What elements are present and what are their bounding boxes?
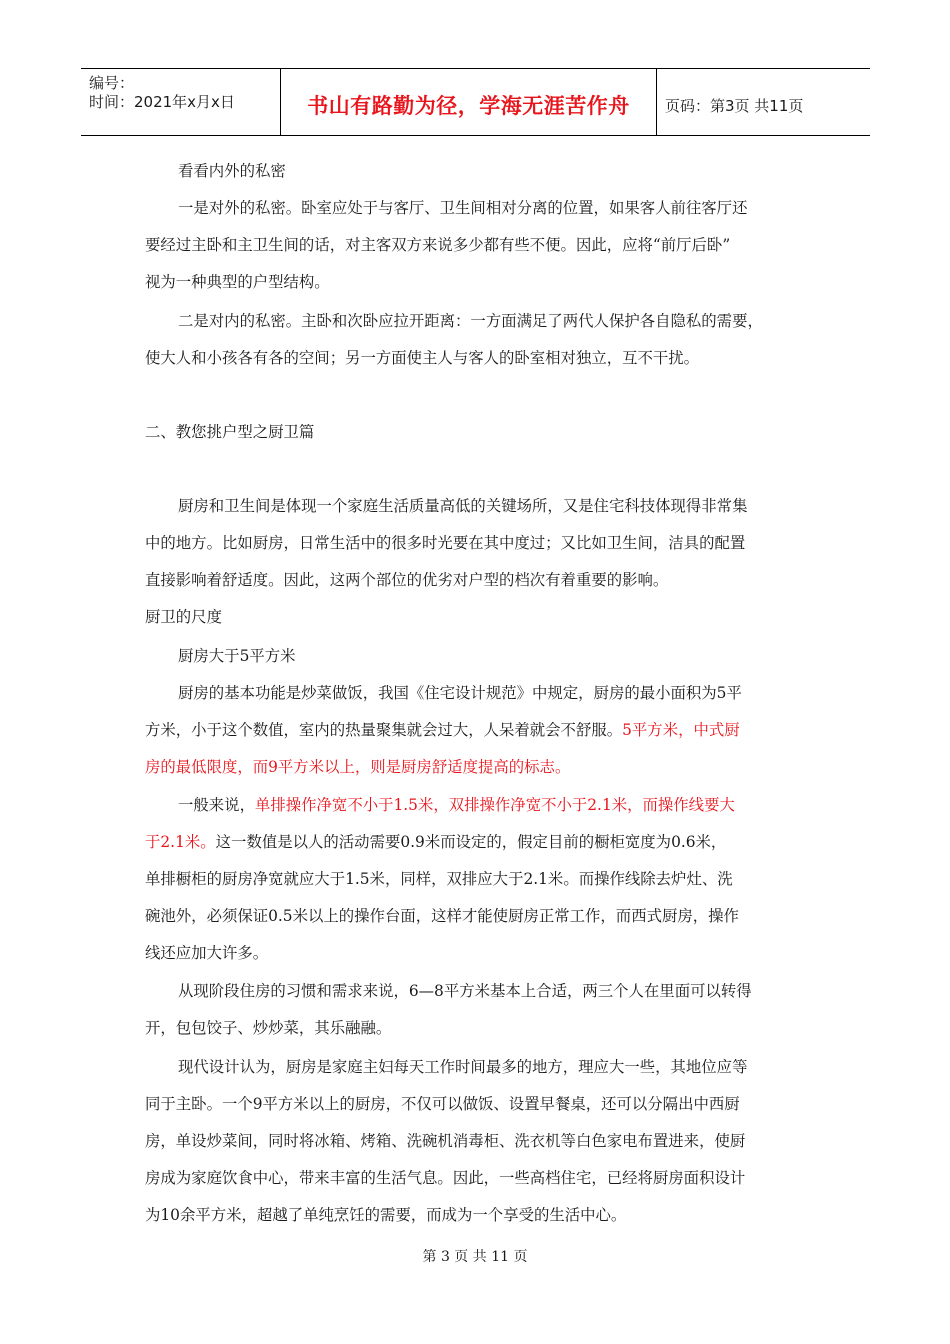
highlight-text: 于2.1米。 bbox=[145, 833, 216, 851]
text-run: 方米，小于这个数值，室内的热量聚集就会过大，人呆着就会不舒服。 bbox=[145, 721, 623, 739]
doc-date-label: 时间：2021年x月x日 bbox=[89, 93, 235, 111]
paragraph-line: 碗池外，必须保证0.5米以上的操作台面，这样才能使厨房正常工作，而西式厨房，操作 bbox=[145, 907, 739, 925]
subheading-privacy: 看看内外的私密 bbox=[178, 162, 286, 180]
paragraph-line: 二是对内的私密。主卧和次卧应拉开距离：一方面满足了两代人保护各自隐私的需要， bbox=[178, 312, 763, 330]
page-header bbox=[81, 68, 870, 136]
paragraph-line: 厨房和卫生间是体现一个家庭生活质量高低的关键场所，又是住宅科技体现得非常集 bbox=[178, 497, 748, 515]
paragraph-line: 视为一种典型的户型结构。 bbox=[145, 273, 330, 291]
text-run: 一般来说， bbox=[178, 796, 255, 814]
paragraph-line: 从现阶段住房的习惯和需求来说，6—8平方米基本上合适，两三个人在里面可以转得 bbox=[178, 982, 752, 1000]
paragraph-line: 要经过主卧和主卫生间的话，对主客双方来说多少都有些不便。因此，应将“前厅后卧” bbox=[145, 236, 731, 254]
header-page-info: 页码：第3页 共11页 bbox=[665, 96, 804, 115]
header-motto: 书山有路勤为径，学海无涯苦作舟 bbox=[281, 69, 657, 135]
header-meta bbox=[81, 69, 281, 135]
paragraph-line: 线还应加大许多。 bbox=[145, 944, 269, 962]
paragraph-line: 厨房的基本功能是炒菜做饭，我国《住宅设计规范》中规定，厨房的最小面积为5平 bbox=[178, 684, 742, 702]
highlight-text: 单排操作净宽不小于1.5米，双排操作净宽不小于2.1米，而操作线要大 bbox=[254, 796, 735, 814]
paragraph-line: 开，包包饺子、炒炒菜，其乐融融。 bbox=[145, 1019, 392, 1037]
subheading-kitchen-size: 厨房大于5平方米 bbox=[178, 647, 296, 665]
subheading-dimensions: 厨卫的尺度 bbox=[145, 608, 222, 626]
paragraph-line: 为10余平方米，超越了单纯烹饪的需要，而成为一个享受的生活中心。 bbox=[145, 1206, 627, 1224]
paragraph-line: 中的地方。比如厨房，日常生活中的很多时光要在其中度过；又比如卫生间，洁具的配置 bbox=[145, 534, 746, 552]
highlight-line: 房的最低限度，而9平方米以上，则是厨房舒适度提高的标志。 bbox=[145, 758, 571, 776]
paragraph-line: 直接影响着舒适度。因此，这两个部位的优劣对户型的档次有着重要的影响。 bbox=[145, 571, 669, 589]
paragraph-line: 同于主卧。一个9平方米以上的厨房，不仅可以做饭、设置早餐桌，还可以分隔出中西厨 bbox=[145, 1095, 740, 1113]
paragraph-line: 现代设计认为，厨房是家庭主妇每天工作时间最多的地方，理应大一些，其地位应等 bbox=[178, 1058, 748, 1076]
highlight-text: 5平方米，中式厨 bbox=[622, 721, 740, 739]
paragraph-line bbox=[145, 824, 805, 861]
paragraph-line: 单排橱柜的厨房净宽就应大于1.5米，同样，双排应大于2.1米。而操作线除去炉灶、洗 bbox=[145, 870, 733, 888]
paragraph-line: 房，单设炒菜间，同时将冰箱、烤箱、洗碗机消毒柜、洗衣机等白色家电布置进来，使厨 bbox=[145, 1132, 746, 1150]
page-footer: 第 3 页 共 11 页 bbox=[422, 1249, 528, 1265]
paragraph-line bbox=[178, 787, 838, 824]
paragraph-line bbox=[145, 712, 805, 749]
paragraph-line: 房成为家庭饮食中心，带来丰富的生活气息。因此，一些高档住宅，已经将厨房面积设计 bbox=[145, 1169, 746, 1187]
paragraph-line: 一是对外的私密。卧室应处于与客厅、卫生间相对分离的位置，如果客人前往客厅还 bbox=[178, 199, 748, 217]
doc-number-label: 编号： bbox=[89, 74, 135, 92]
text-run: 这一数值是以人的活动需要0.9米而设定的，假定目前的橱柜宽度为0.6米， bbox=[215, 833, 727, 851]
section-heading: 二、教您挑户型之厨卫篇 bbox=[145, 423, 315, 441]
paragraph-line: 使大人和小孩各有各的空间；另一方面使主人与客人的卧室相对独立，互不干扰。 bbox=[145, 349, 700, 367]
